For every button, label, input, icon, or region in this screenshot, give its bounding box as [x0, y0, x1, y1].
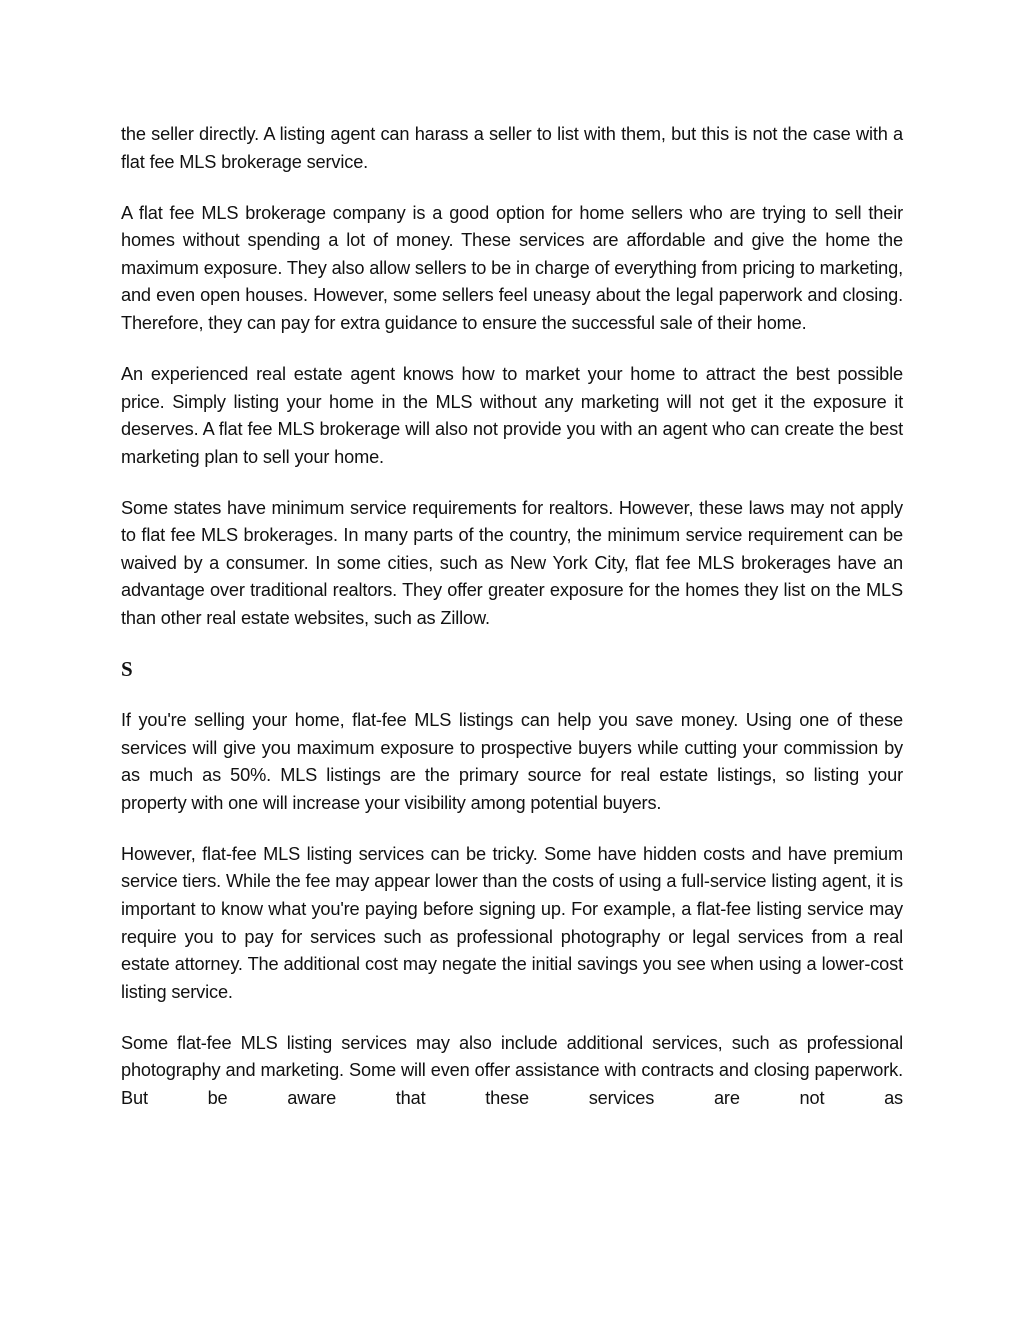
document-page: [121, 121, 903, 1136]
paragraph-continued: Some flat-fee MLS listing services may also include additional services, such as professional photography and marketing. Some will even offer assistance with contracts and closing paperwork. But be aware that these services are not as: [121, 1032, 903, 1108]
paragraph: An experienced real estate agent knows how to market your home to attract the best possible price. Simply listing your home in the MLS without any marketing will not get it the exposure it deserves. A flat fee MLS brokerage will also not provide you with an agent who can create the best marketing plan to sell your home.: [121, 363, 903, 467]
section-heading: S: [121, 657, 133, 682]
paragraph: A flat fee MLS brokerage company is a good option for home sellers who are trying to sell their homes without spending a lot of money. These services are affordable and give the home the maximum exposure. They also allow sellers to be in charge of everything from pricing to marketing, and even open houses. However, some sellers feel uneasy about the legal paperwork and closing. Therefore, they can pay for extra guidance to ensure the successful sale of their home.: [121, 202, 903, 333]
paragraph: the seller directly. A listing agent can harass a seller to list with them, but this is not the case with a flat fee MLS brokerage service.: [121, 124, 903, 172]
paragraph: Some states have minimum service requirements for realtors. However, these laws may not apply to flat fee MLS brokerages. In many parts of the country, the minimum service requirement can be waived by a consumer. In some cities, such as New York City, flat fee MLS brokerages have an advantage over traditional realtors. They offer greater exposure for the homes they list on the MLS than other real estate websites, such as Zillow.: [121, 497, 903, 629]
paragraph: However, flat-fee MLS listing services can be tricky. Some have hidden costs and have premium service tiers. While the fee may appear lower than the costs of using a full-service listing agent, it is important to know what you're paying before signing up. For example, a flat-fee listing service may require you to pay for services such as professional photography or legal services from a real estate attorney. The additional cost may negate the initial savings you see when using a lower-cost listing service.: [121, 843, 903, 1002]
paragraph: If you're selling your home, flat-fee MLS listings can help you save money. Using one of these services will give you maximum exposure to prospective buyers while cutting your commission by as much as 50%. MLS listings are the primary source for real estate listings, so listing your property with one will increase your visibility among potential buyers.: [121, 710, 903, 813]
